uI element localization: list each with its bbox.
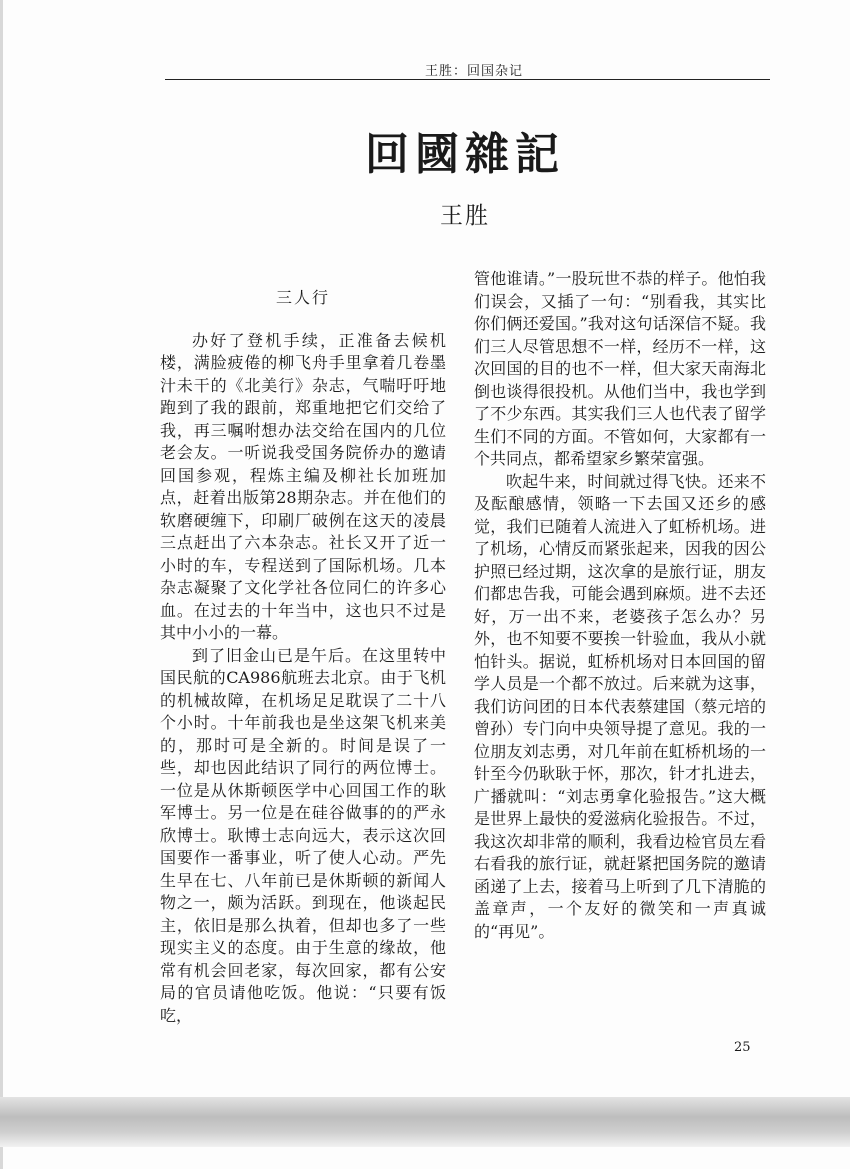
- left-column: [160, 268, 446, 1027]
- header-rule: [165, 79, 770, 80]
- right-column: [474, 268, 766, 943]
- article-title: 回國雜記: [365, 129, 565, 180]
- running-head: 王胜：回国杂记: [425, 64, 524, 79]
- paragraph: 办好了登机手续，正准备去候机楼，满脸疲倦的柳飞舟手里拿着几卷墨汁未干的《北美行》杂志，气喘吁吁地跑到了我的跟前，郑重地把它们交给了我，再三嘱咐想办法交给在国内的几位老会友。一听说我受国务院侨办的邀请回国参观，程炼主编及柳社长加班加点，赶着出版第28期杂志。并在他们的软磨硬缠下，印刷厂破例在这天的凌晨三点赶出了六本杂志。社长又开了近一小时的车，专程送到了国际机场。几本杂志凝聚了文化学社各位同仁的许多心血。在过去的十年当中，这也只不过是其中小小的一幕。: [160, 330, 446, 642]
- paragraph-continuation: 管他谁请。”一股玩世不恭的样子。他怕我们误会，又插了一句：“别看我，其实比你们俩还爱国。”我对这句话深信不疑。我们三人尽管思想不一样，经历不一样，这次回国的目的也不一样，但大家天南海北倒也谈得很投机。从他们当中，我也学到了不少东西。其实我们三人也代表了留学生们不同的方面。不管如何，大家都有一个共同点，都希望家乡繁荣富强。: [474, 269, 766, 468]
- paragraph: 吹起牛来，时间就过得飞快。还来不及酝酿感情，领略一下去国又还乡的感觉，我们已随着人流进入了虹桥机场。进了机场，心情反而紧张起来，因我的因公护照已经过期，这次拿的是旅行证，朋友们都忠告我，可能会遇到麻烦。进不去还好，万一出不来，老婆孩子怎么办？另外，也不知要不要挨一针验血，我从小就怕针头。据说，虹桥机场对日本回国的留学人员是一个都不放过。后来就为这事，我们访问团的日本代表蔡建国（蔡元培的曾孙）专门向中央领导提了意见。我的一位朋友刘志勇，对几年前在虹桥机场的一针至今仍耿耿于怀，那次，针才扎进去，广播就叫：“刘志勇拿化验报告。”这大概是世界上最快的爱滋病化验报告。不过，我这次却非常的顺利，我看边检官员左看右看我的旅行证，就赶紧把国务院的邀请函递了上去，接着马上听到了几下清脆的盖章声，一个友好的微笑和一声真诚的“再见”。: [474, 471, 766, 941]
- paragraph: 到了旧金山已是午后。在这里转中国民航的CA986航班去北京。由于飞机的机械故障，在机场足足耽误了二十八个小时。十年前我也是坐这架飞机来美的，那时可是全新的。时间是误了一些，却也因此结识了同行的两位博士。一位是从休斯顿医学中心回国工作的耿军博士。另一位是在硅谷做事的的严永欣博士。耿博士志向远大，表示这次回国要作一番事业，听了使人心动。严先生早在七、八年前已是休斯顿的新闻人物之一，颇为活跃。到现在，他谈起民主，依旧是那么执着，但却也多了一些现实主义的态度。由于生意的缘故，他常有机会回老家，每次回家，都有公安局的官员请他吃饭。他说：“只要有饭吃，: [160, 645, 446, 1025]
- page-number: 25: [734, 1040, 751, 1055]
- scan-bottom-shadow: [0, 1097, 850, 1147]
- section-title: 三人行: [275, 288, 330, 307]
- article-author: 王胜: [440, 203, 490, 229]
